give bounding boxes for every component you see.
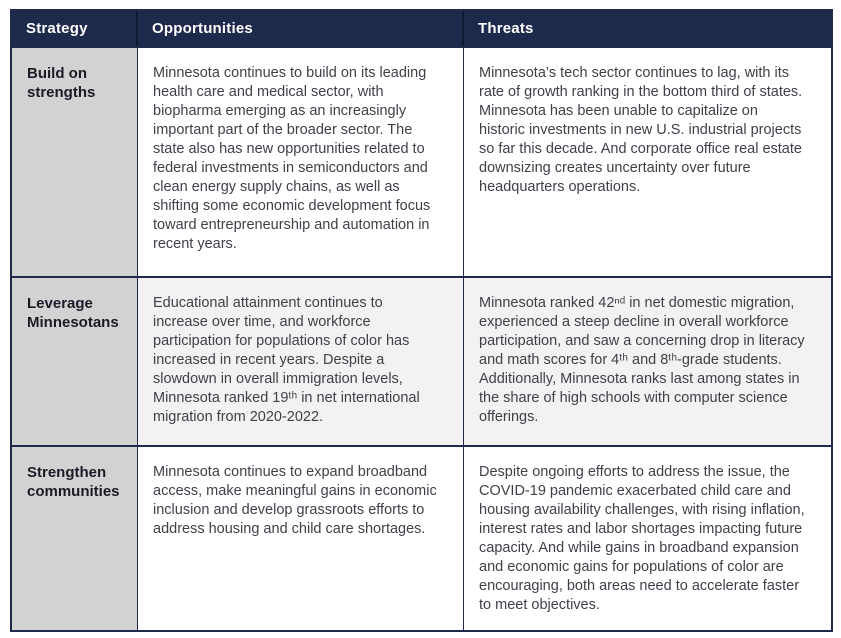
strategy-cell-leverage-minnesotans [12, 276, 138, 445]
threats-cell-row-2 [464, 276, 831, 445]
header-strategy-label: Strategy [26, 20, 88, 37]
threats-text: Minnesota ranked 42ⁿᵈ in net domestic migration, experienced a steep decline in overall workforce participation, and saw a concerning drop in literacy and math scores for 4ᵗʰ and 8ᵗʰ-grade students. Additionally, Minnesota ranks last among states in the share of high schools with computer science offerings. [479, 295, 805, 425]
opportunities-cell-row-1 [138, 46, 464, 276]
strategy-cell-strengthen-communities [12, 445, 138, 630]
opportunities-cell-row-2 [138, 276, 464, 445]
strategy-label: Strengthen communities [27, 464, 120, 500]
opportunities-cell-row-3 [138, 445, 464, 630]
strategy-cell-build-on-strengths [12, 46, 138, 276]
strategy-label: Leverage Minnesotans [27, 295, 119, 331]
strategy-swot-table [10, 9, 833, 632]
threats-text: Minnesota’s tech sector continues to lag, with its rate of growth ranking in the bottom third of states. Minnesota has been unable to capitalize on historic investments in new U.S. industrial projects so far this decade. And corporate office real estate downsizing creates uncertainty over future headquarters operations. [479, 65, 803, 195]
opportunities-text: Minnesota continues to build on its leading health care and medical sector, with biopharma emerging as an increasingly important part of the broader sector. The state also has new opportunities related to federal investments in semiconductors and clean energy supply chains, as well as shifting some economic development focus toward entrepreneurship and automation in recent years. [153, 65, 431, 252]
header-opportunities-label: Opportunities [152, 20, 253, 37]
opportunities-text: Educational attainment continues to increase over time, and workforce participation for populations of color has increased in recent years. Despite a slowdown in overall immigration levels, Minnesota ranked 19ᵗʰ in net international migration from 2020-2022. [153, 295, 420, 425]
strategy-label: Build on strengths [27, 65, 96, 101]
opportunities-text: Minnesota continues to expand broadband access, make meaningful gains in economic inclusion and develop grassroots efforts to address housing and child care shortages. [153, 464, 437, 537]
threats-cell-row-3 [464, 445, 831, 630]
threats-text: Despite ongoing efforts to address the issue, the COVID-19 pandemic exacerbated child care and housing availability challenges, with rising inflation, interest rates and labor shortages impacting future capacity. And while gains in broadband expansion and economic gains for populations of color are encouraging, both areas need to accelerate faster to meet objectives. [479, 464, 805, 613]
header-threats-label: Threats [478, 20, 534, 37]
header-strategy [12, 11, 138, 46]
header-threats [464, 11, 831, 46]
header-opportunities [138, 11, 464, 46]
threats-cell-row-1 [464, 46, 831, 276]
